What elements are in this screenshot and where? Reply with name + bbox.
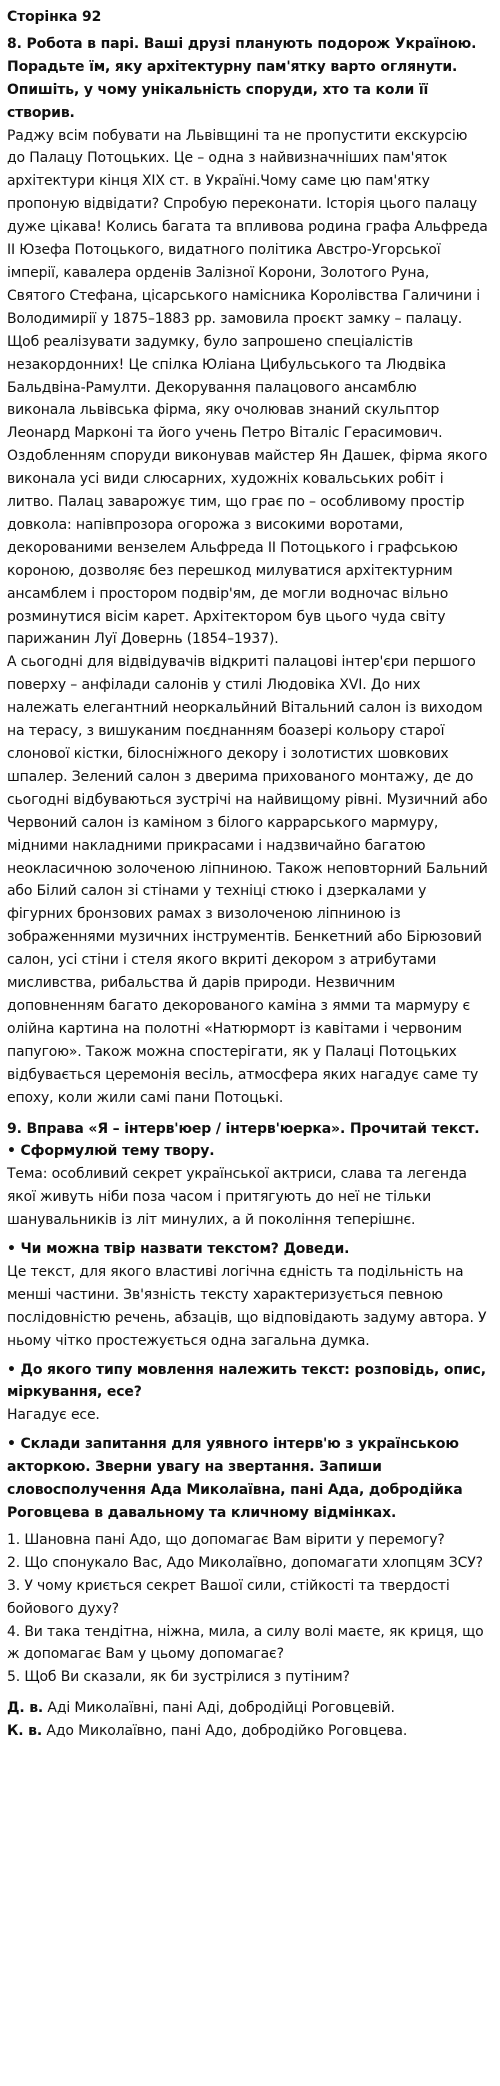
text-proof-answer: Це текст, для якого властиві логічна єдність та подільність на менші частини. Зв'язність тексту характеризується певною послідовністю речень, абзаців, що відповідають задуму автора. У ньому чітко простежується одна загальна думка.	[7, 1263, 487, 1349]
speech-type-answer: Нагадує есе.	[7, 1407, 100, 1424]
interview-question: 2. Що спонукало Вас, Адо Миколаївно, допомагати хлопцям ЗСУ?	[7, 1554, 483, 1571]
task-9-heading: 9. Вправа «Я – інтерв'юер / інтерв'юерка». Прочитай текст.	[7, 1120, 480, 1137]
interview-question: 5. Щоб Ви сказали, як би зустрілися з путіним?	[7, 1669, 350, 1686]
task-8-paragraph-2: А сьогодні для відвідувачів відкриті палацові інтер'єри першого поверху – анфілади салонів у стилі Людовіка XVI. До них належать елегантний неоркальйний Вітальний салон із виходом на терасу, з вишуканим поєднанням боазері кольору старої слонової кістки, білосніжного декору і золотистих шовкових шпалер. Зелений салон з дверима прихованого монтажу, де до сьогодні відбуваються зустрічі на найвищому рівні. Музичний або Червоний салон із каміном з білого каррарського мармуру, мідними накладними прикрасами і надзвичайно багатою неокласичною золоченою ліпниною. Також неповторний Бальний або Білий салон зі стінами у техніці стюко і дзеркалами у фігурних бронзових рамах з визолоченою ліпниною із зображеннями музичних інструментів. Бенкетний або Бірюзовий салон, усі стіни і стеля якого вкриті декором з атрибутами мисливства, рибальства й дарів природи. Незвичним доповненням багато декорованого каміна з ямми та мармуру є олійна картина на полотні «Натюрморт із кавітами і червоним папугою». Також можна спостерігати, як у Палаці Потоцьких відбувається церемонія весіль, атмосфера яких нагадує саме ту епоху, коли жили самі пани Потоцькі.	[7, 654, 488, 1106]
task-8-heading: 8. Робота в парі. Ваші друзі планують подорож Україною. Порадьте їм, яку архітектурну пам'ятку варто оглянути. Опишіть, у чому унікальність споруди, хто та коли її створив.	[7, 35, 477, 121]
vocative-case-label: К. в.	[7, 1723, 43, 1740]
task-8	[7, 33, 488, 1110]
vocative-case-line	[7, 1720, 488, 1743]
theme-answer: Тема: особливий секрет української актриси, слава та легенда якої живуть ніби поза часом і притягують до неї не тільки шанувальників із літ минулих, а й покоління теперішнє.	[7, 1166, 467, 1229]
interview-question: 1. Шановна пані Адо, що допомагає Вам вірити у перемогу?	[7, 1531, 445, 1548]
page-label: Сторінка 92	[7, 9, 102, 25]
task-8-paragraph-1: Раджу всім побувати на Львівщині та не пропустити екскурсію до Палацу Потоцьких. Це – одна з найвизначніших пам'яток архітектури кінця XIX ст. в Україні.Чому саме цю пам'ятку пропоную відвідати? Спробую переконати. Історія цього палацу дуже цікава! Колись багата та впливова родина графа Альфреда II Юзефа Потоцького, видатного політика Австро-Угорської імперії, кавалера орденів Залізної Корони, Золотого Руна, Святого Стефана, цісарського намісника Королівства Галичини і Володимирії у 1875–1883 рр. замовила проєкт замку – палацу. Щоб реалізувати задумку, було запрошено спеціалістів незакордонних! Це спілка Юліана Цибульського та Людвіка Бальдвіна-Рамулти. Декорування палацового ансамблю виконала львівська фірма, яку очолював знаний скульптор Леонард Марконі та його учень Петро Віталіс Герасимович. Оздобленням споруди виконував майстер Ян Дашек, фірма якого виконала усі види слюсарних, художніх ковальських робіт і литво. Палац заварожує тим, що грає по – особливому простір довкола: напівпрозора огорожа з високими воротами, декорованими вензелем Альфреда II Потоцького і графською короною, дозволяє без перешкод милуватися архітектурним ансамблем і простором подвір'ям, де могли водночас вільно розминутися вісім карет. Архітектором був цього чуда світу парижанин Луї Довернь (1854–1937).	[7, 127, 488, 648]
dative-case-text: Аді Миколаївні, пані Аді, добродійці Роговцевій.	[47, 1700, 395, 1717]
interview-prompt: • Склади запитання для уявного інтерв'ю з українською акторкою. Зверни увагу на звертання. Запиши словосполучення Ада Миколаївна, пані Ада, добродійка Роговцева в давальному та кличному відмінках.	[7, 1436, 463, 1521]
dative-case-label: Д. в.	[7, 1700, 44, 1717]
speech-type-prompt: • До якого типу мовлення належить текст: розповідь, опис, міркування, есе?	[7, 1361, 486, 1401]
vocative-case-text: Адо Миколаївно, пані Адо, добродійко Роговцева.	[46, 1723, 408, 1740]
interview-question: 3. У чому криється секрет Вашої сили, стійкості та твердості бойового духу?	[7, 1577, 450, 1617]
task-9	[7, 1118, 488, 1744]
theme-prompt: • Сформулюй тему твору.	[7, 1143, 215, 1160]
text-proof-prompt: • Чи можна твір назвати текстом? Доведи.	[7, 1241, 350, 1258]
interview-question: 4. Ви така тендітна, ніжна, мила, а силу волі маєте, як криця, що ж допомагає Вам у цьому допомагає?	[7, 1623, 484, 1663]
dative-case-line	[7, 1697, 488, 1720]
